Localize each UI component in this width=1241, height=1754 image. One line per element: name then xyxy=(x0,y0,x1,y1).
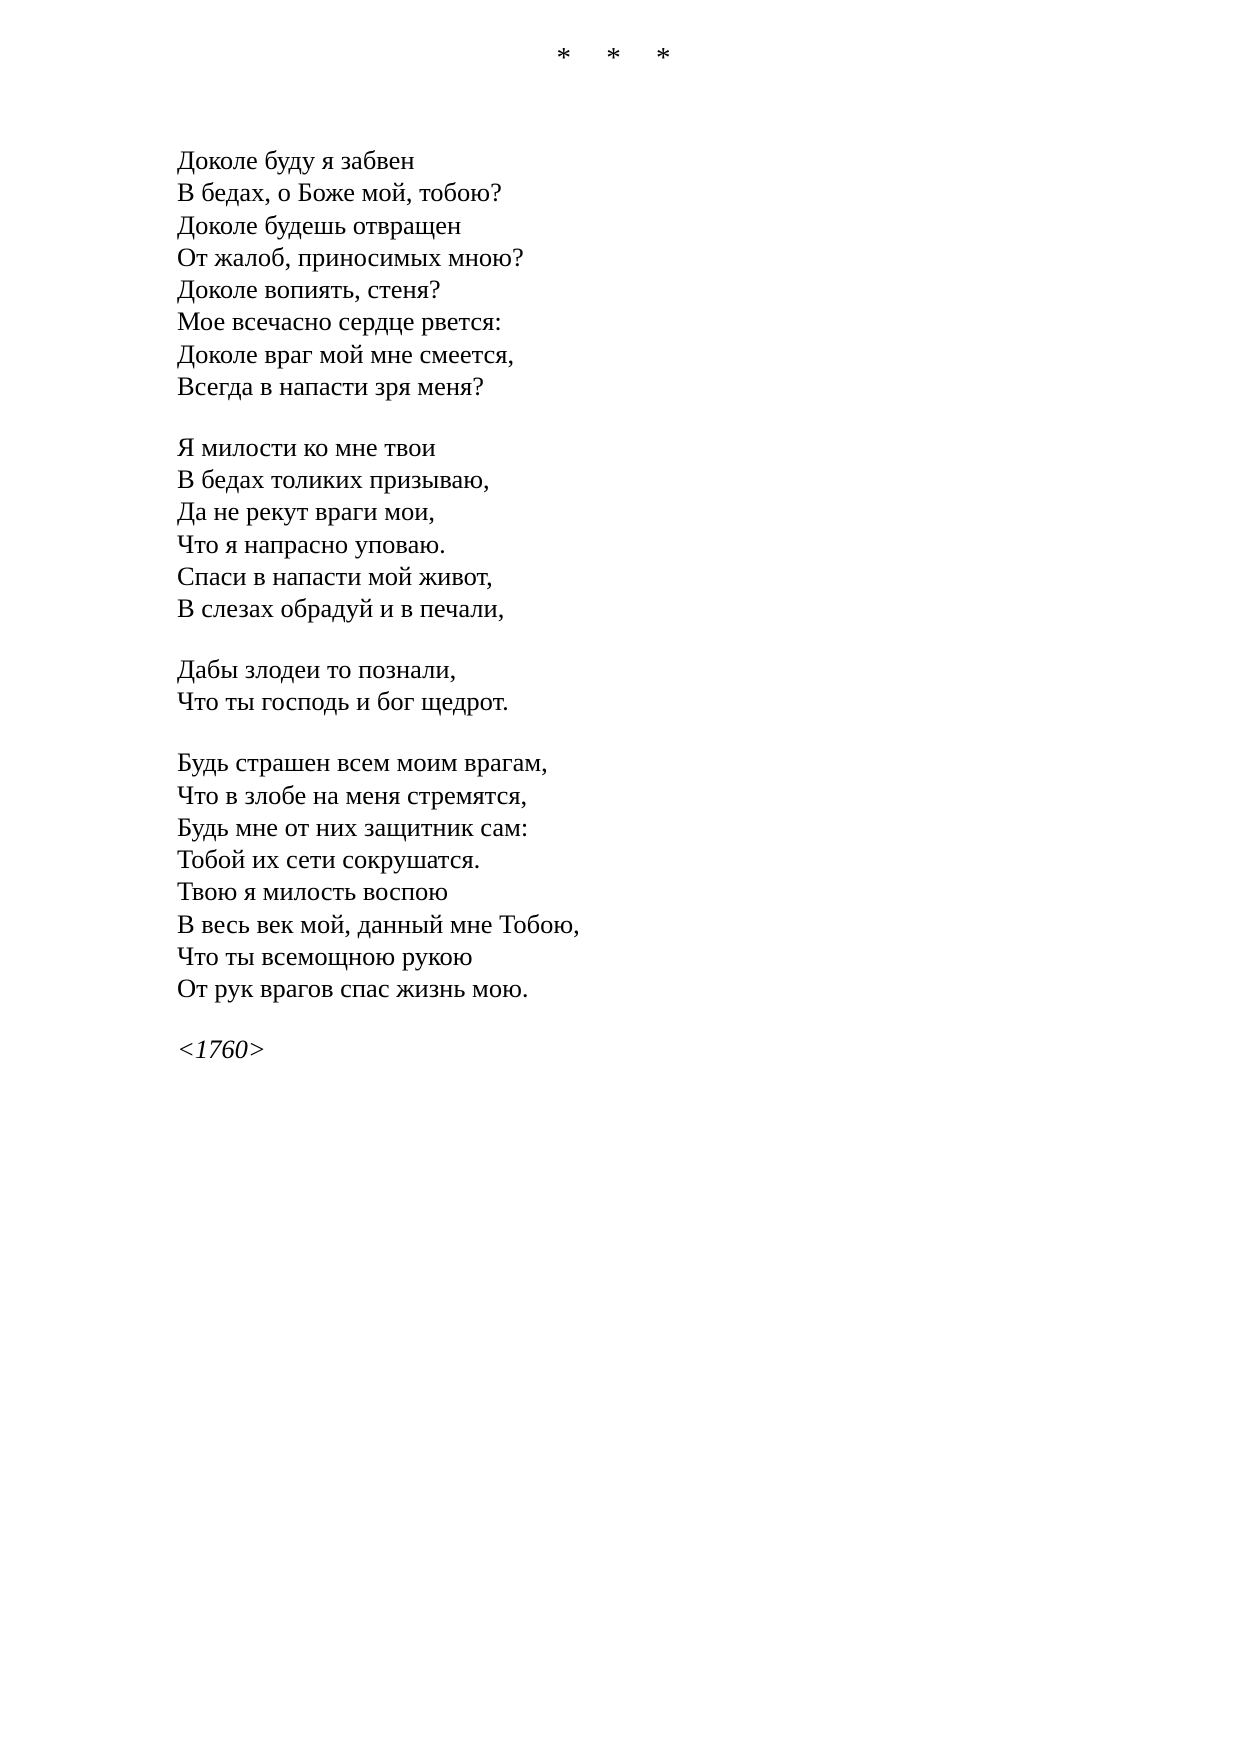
poem-line: Доколе враг мой мне смеется, xyxy=(177,338,515,369)
poem-line: В бедах толиких призываю, xyxy=(177,464,490,495)
poem-line: В бедах, о Боже мой, тобою? xyxy=(177,177,502,208)
poem-line: Спаси в напасти мой живот, xyxy=(177,561,493,592)
poem-line: Твою я милость воспою xyxy=(177,876,449,907)
poem-line: Дабы злодеи то познали, xyxy=(177,654,457,685)
stanza-3 xyxy=(177,653,1077,718)
stanza-2 xyxy=(177,431,1077,625)
poem-line: Что в злобе на меня стремятся, xyxy=(177,779,528,810)
poem-line: От рук врагов спас жизнь мою. xyxy=(177,973,529,1004)
poem-line: В весь век мой, данный мне Тобою, xyxy=(177,908,580,939)
poem-heading-asterisks: * * * xyxy=(556,42,685,74)
poem-line: Что ты господь и бог щедрот. xyxy=(177,686,509,717)
poem-date: <1760> xyxy=(177,1034,266,1065)
poem-line: От жалоб, приносимых мною? xyxy=(177,241,524,272)
stanza-4 xyxy=(177,746,1077,1004)
poem-line: Будь страшен всем моим врагам, xyxy=(177,747,548,778)
poem-body xyxy=(177,144,1077,1065)
poem-line: Да не рекут враги мои, xyxy=(177,496,436,527)
poem-line: Я милости ко мне твои xyxy=(177,431,436,462)
poem-line: Что я напрасно уповаю. xyxy=(177,528,446,559)
poem-line: Будь мне от них защитник сам: xyxy=(177,811,529,842)
poem-line: Доколе вопиять, стеня? xyxy=(177,274,441,305)
poem-line: В слезах обрадуй и в печали, xyxy=(177,593,505,624)
stanza-1 xyxy=(177,144,1077,402)
poem-line: Что ты всемощною рукою xyxy=(177,941,473,972)
poem-line: Всегда в напасти зря меня? xyxy=(177,371,484,402)
poem-line: Доколе буду я забвен xyxy=(177,145,415,175)
poem-line: Мое всечасно сердце рвется: xyxy=(177,306,502,337)
poem-line: Тобой их сети сокрушатся. xyxy=(177,844,481,875)
poem-line: Доколе будешь отвращен xyxy=(177,209,462,240)
